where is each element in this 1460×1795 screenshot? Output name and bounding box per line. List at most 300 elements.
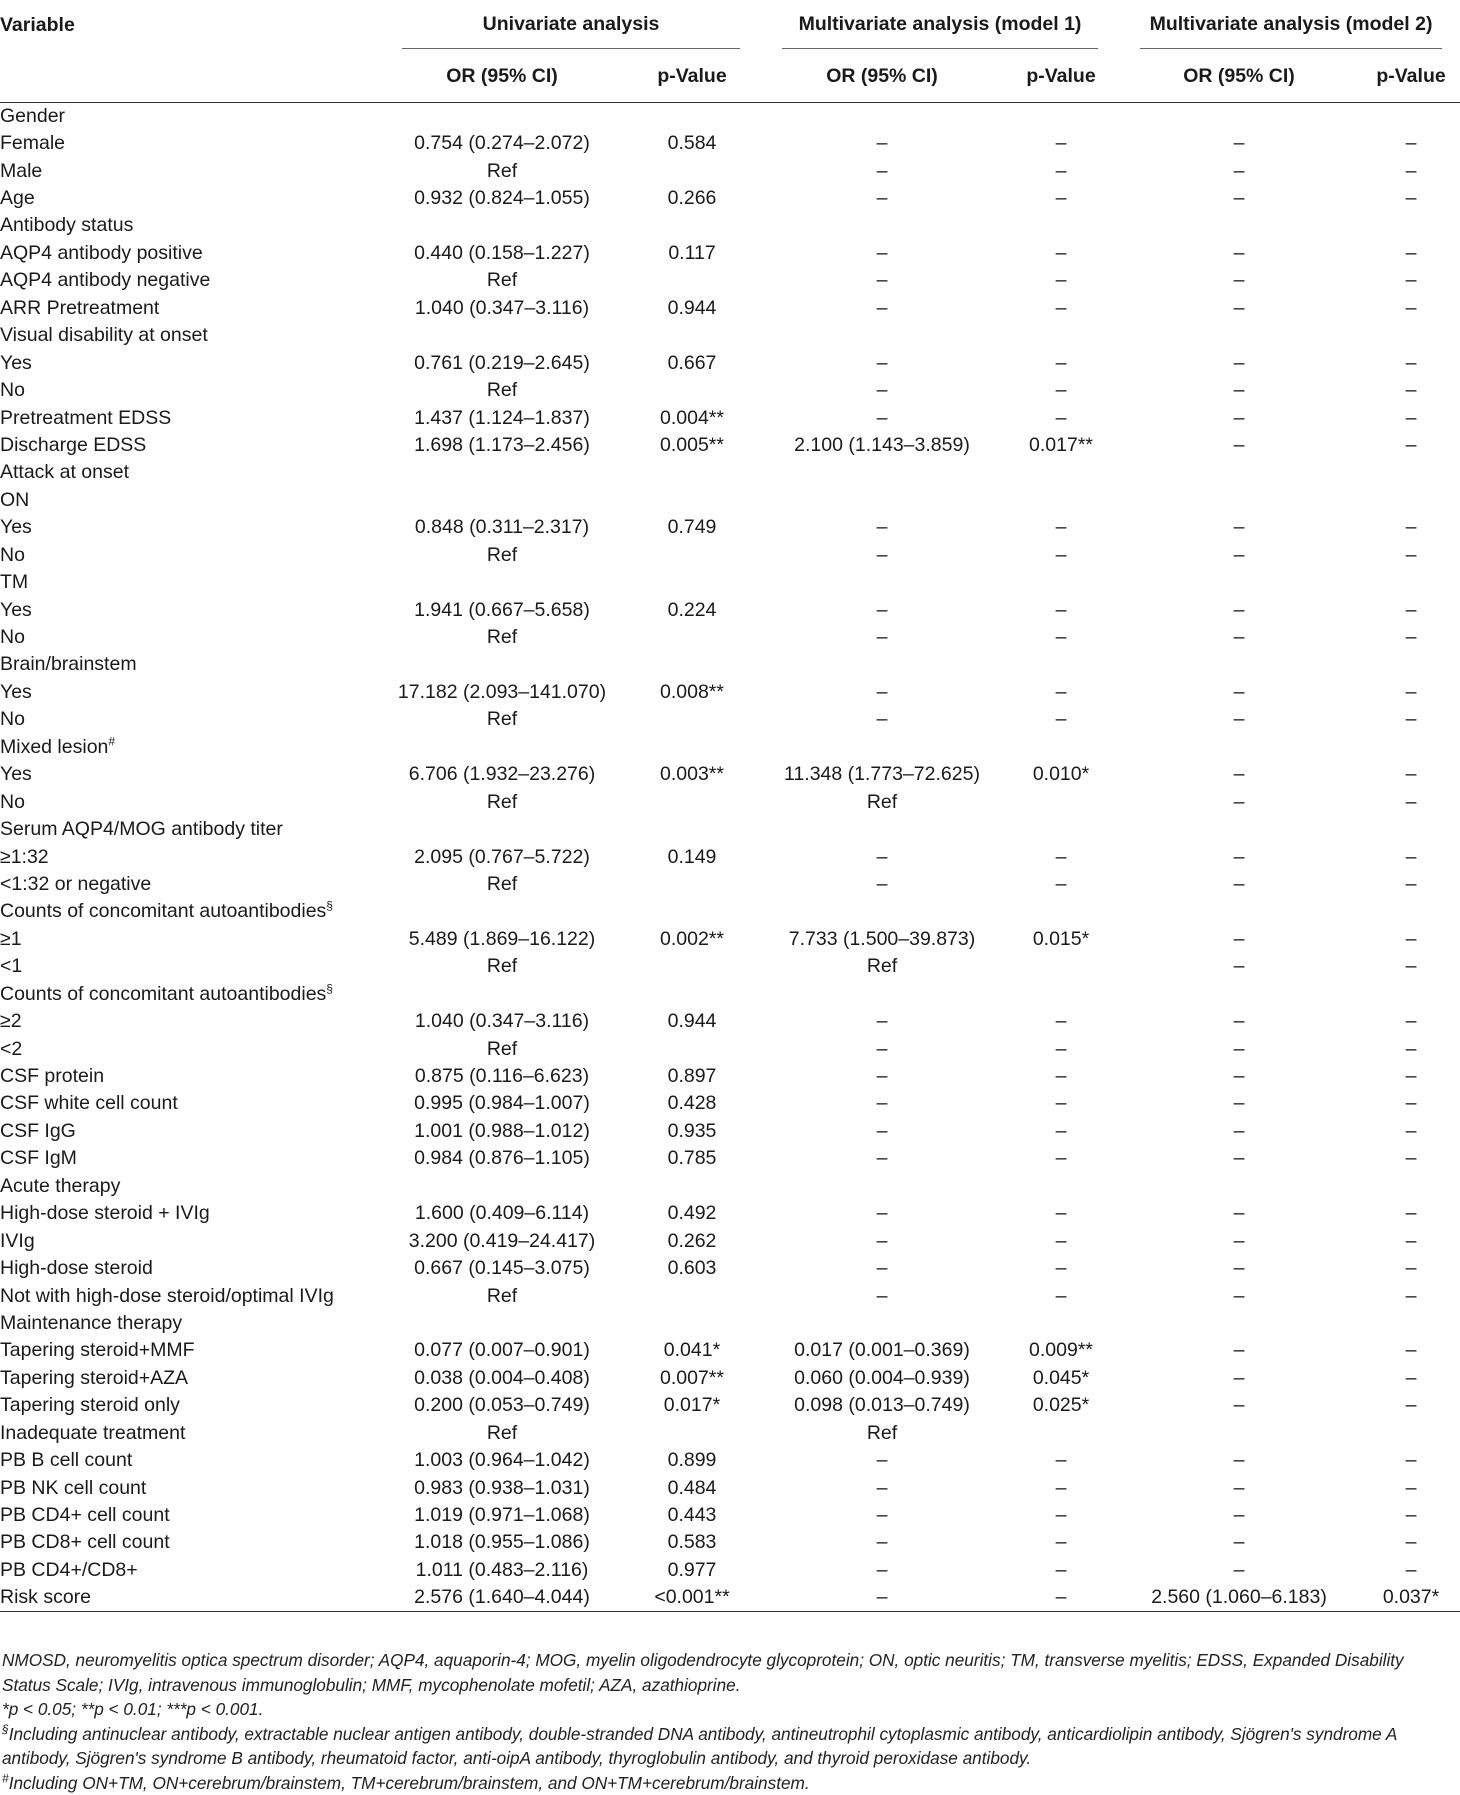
- cell-or-model1: –: [758, 1200, 1006, 1227]
- table-row: [0, 1310, 1460, 1337]
- cell-or-univariate: 1.040 (0.347–3.116): [378, 1008, 626, 1035]
- cell-p-univariate: <0.001**: [626, 1584, 758, 1611]
- row-label-text: Attack at onset: [0, 461, 129, 483]
- cell-or-model1: –: [758, 1008, 1006, 1035]
- row-label-text: CSF IgM: [0, 1147, 77, 1169]
- table-row: [0, 295, 1460, 322]
- cell-p-model2: –: [1362, 1337, 1460, 1364]
- table-row: [0, 349, 1460, 376]
- cell-p-univariate: 0.266: [626, 185, 758, 212]
- row-label: [0, 788, 378, 815]
- cell-or-model1: –: [758, 1035, 1006, 1062]
- table-row: [0, 1474, 1460, 1501]
- cell-p-model2: –: [1362, 1035, 1460, 1062]
- cell-p-model1: [1006, 212, 1116, 239]
- cell-or-univariate: 0.077 (0.007–0.901): [378, 1337, 626, 1364]
- cell-p-model1: –: [1006, 1447, 1116, 1474]
- cell-p-model2: –: [1362, 953, 1460, 980]
- cell-or-model1: [758, 651, 1006, 678]
- cell-or-model1: –: [758, 1557, 1006, 1584]
- row-label-text: Female: [0, 132, 65, 154]
- table-row: [0, 706, 1460, 733]
- cell-or-model1: –: [758, 1584, 1006, 1611]
- table-row: [0, 1365, 1460, 1392]
- row-label: [0, 1337, 378, 1364]
- cell-p-model2: [1362, 651, 1460, 678]
- cell-p-model1: –: [1006, 1557, 1116, 1584]
- row-label: [0, 1200, 378, 1227]
- row-label-text: ≥1:32: [0, 846, 49, 868]
- row-label-text: Male: [0, 160, 42, 182]
- row-label: [0, 981, 378, 1008]
- cell-p-model2: [1362, 1420, 1460, 1447]
- cell-p-model1: [1006, 1310, 1116, 1337]
- cell-or-model2: [1116, 212, 1362, 239]
- footnote-marker: §: [326, 981, 333, 995]
- cell-or-univariate: 6.706 (1.932–23.276): [378, 761, 626, 788]
- cell-p-univariate: 0.004**: [626, 404, 758, 431]
- cell-p-univariate: 0.008**: [626, 679, 758, 706]
- cell-p-univariate: 0.603: [626, 1255, 758, 1282]
- cell-p-univariate: 0.428: [626, 1090, 758, 1117]
- table-footnotes: [2, 1648, 1454, 1795]
- cell-p-model1: [1006, 1173, 1116, 1200]
- cell-p-model2: –: [1362, 1145, 1460, 1172]
- table-row: [0, 1118, 1460, 1145]
- cell-p-model1: –: [1006, 1584, 1116, 1611]
- row-label-text: Acute therapy: [0, 1175, 120, 1197]
- cell-or-model2: [1116, 898, 1362, 925]
- cell-p-model1: [1006, 953, 1116, 980]
- row-label-text: Antibody status: [0, 214, 133, 236]
- cell-p-model2: –: [1362, 1227, 1460, 1254]
- cell-p-univariate: [626, 212, 758, 239]
- row-label-text: No: [0, 708, 25, 730]
- cell-p-model1: –: [1006, 706, 1116, 733]
- cell-or-univariate: [378, 734, 626, 761]
- cell-or-model2: –: [1116, 761, 1362, 788]
- cell-or-univariate: 0.200 (0.053–0.749): [378, 1392, 626, 1419]
- cell-p-model1: [1006, 103, 1116, 130]
- cell-p-model1: –: [1006, 267, 1116, 294]
- cell-p-model1: [1006, 487, 1116, 514]
- row-label-text: CSF protein: [0, 1065, 104, 1087]
- cell-p-model2: [1362, 487, 1460, 514]
- cell-or-model1: –: [758, 377, 1006, 404]
- cell-p-model2: –: [1362, 1502, 1460, 1529]
- row-label: [0, 1227, 378, 1254]
- row-label-text: No: [0, 379, 25, 401]
- cell-or-model1: 11.348 (1.773–72.625): [758, 761, 1006, 788]
- cell-or-model1: –: [758, 1118, 1006, 1145]
- cell-p-univariate: 0.443: [626, 1502, 758, 1529]
- row-label-text: <1: [0, 955, 22, 977]
- cell-or-model2: –: [1116, 377, 1362, 404]
- row-label: [0, 926, 378, 953]
- cell-p-univariate: 0.484: [626, 1474, 758, 1501]
- cell-p-model2: –: [1362, 1063, 1460, 1090]
- row-label-text: PB B cell count: [0, 1449, 132, 1471]
- cell-or-model2: –: [1116, 1337, 1362, 1364]
- cell-p-model2: [1362, 322, 1460, 349]
- cell-p-model1: [1006, 734, 1116, 761]
- cell-p-model1: –: [1006, 157, 1116, 184]
- table-row: [0, 1502, 1460, 1529]
- row-label-text: PB CD4+/CD8+: [0, 1559, 138, 1581]
- cell-or-univariate: 1.698 (1.173–2.456): [378, 432, 626, 459]
- row-label-text: ≥1: [0, 928, 22, 950]
- row-label: [0, 404, 378, 431]
- row-label-text: IVIg: [0, 1230, 35, 1252]
- cell-p-model1: –: [1006, 679, 1116, 706]
- footnote-marker: §: [326, 899, 333, 913]
- cell-p-model1: –: [1006, 871, 1116, 898]
- section-mark: §: [2, 1722, 9, 1736]
- cell-or-model2: –: [1116, 596, 1362, 623]
- cell-p-univariate: 0.667: [626, 349, 758, 376]
- footnote-hash-text: Including ON+TM, ON+cerebrum/brainstem, TM+cerebrum/brainstem, and ON+TM+cerebrum/brainstem.: [9, 1773, 810, 1793]
- row-label: [0, 1392, 378, 1419]
- cell-or-model2: [1116, 1310, 1362, 1337]
- row-label-text: <1:32 or negative: [0, 873, 151, 895]
- cell-or-model1: [758, 212, 1006, 239]
- cell-p-model1: –: [1006, 1227, 1116, 1254]
- cell-p-model2: [1362, 734, 1460, 761]
- cell-or-model2: –: [1116, 1392, 1362, 1419]
- row-label: [0, 679, 378, 706]
- cell-or-model1: –: [758, 240, 1006, 267]
- cell-or-univariate: 3.200 (0.419–24.417): [378, 1227, 626, 1254]
- cell-p-univariate: 0.897: [626, 1063, 758, 1090]
- cell-or-univariate: 1.600 (0.409–6.114): [378, 1200, 626, 1227]
- row-label-text: PB CD4+ cell count: [0, 1504, 170, 1526]
- cell-p-univariate: 0.583: [626, 1529, 758, 1556]
- cell-p-model2: [1362, 212, 1460, 239]
- cell-or-univariate: 0.761 (0.219–2.645): [378, 349, 626, 376]
- cell-p-model1: –: [1006, 130, 1116, 157]
- cell-or-univariate: [378, 487, 626, 514]
- table-row: [0, 596, 1460, 623]
- cell-p-univariate: [626, 1173, 758, 1200]
- row-label: [0, 459, 378, 486]
- cell-p-univariate: 0.584: [626, 130, 758, 157]
- cell-or-univariate: 0.667 (0.145–3.075): [378, 1255, 626, 1282]
- footnote-section-text: Including antinuclear antibody, extractable nuclear antigen antibody, double-stranded DNA antibody, antineutrophil cytoplasmic antibody, anticardiolipin antibody, Sjögren's syndrome A antibody, Sjögren's syndrome B antibody, rheumatoid factor, anti-oipA antibody, thyroglobulin antibody, and thyroid peroxidase antibody.: [2, 1724, 1397, 1769]
- cell-or-model1: Ref: [758, 788, 1006, 815]
- row-label-text: Maintenance therapy: [0, 1312, 182, 1334]
- cell-p-model1: –: [1006, 349, 1116, 376]
- cell-or-model1: [758, 734, 1006, 761]
- cell-p-univariate: 0.944: [626, 295, 758, 322]
- row-label: [0, 542, 378, 569]
- cell-or-univariate: Ref: [378, 157, 626, 184]
- row-label: [0, 871, 378, 898]
- header-or-model1: OR (95% CI): [758, 50, 1006, 103]
- cell-p-model2: –: [1362, 1282, 1460, 1309]
- row-label-text: Tapering steroid+MMF: [0, 1339, 195, 1361]
- cell-p-model1: –: [1006, 1502, 1116, 1529]
- cell-or-model2: [1116, 459, 1362, 486]
- cell-or-model2: –: [1116, 185, 1362, 212]
- cell-or-model2: –: [1116, 1557, 1362, 1584]
- cell-or-model1: –: [758, 542, 1006, 569]
- cell-or-model1: –: [758, 1502, 1006, 1529]
- cell-p-model2: –: [1362, 1474, 1460, 1501]
- row-label: [0, 1063, 378, 1090]
- row-label-text: Inadequate treatment: [0, 1422, 185, 1444]
- row-label: [0, 514, 378, 541]
- cell-p-univariate: [626, 706, 758, 733]
- row-label: [0, 1173, 378, 1200]
- cell-p-univariate: 0.935: [626, 1118, 758, 1145]
- cell-p-model2: [1362, 1310, 1460, 1337]
- cell-p-univariate: [626, 1310, 758, 1337]
- row-label: [0, 1365, 378, 1392]
- cell-or-model2: –: [1116, 1145, 1362, 1172]
- table-row: [0, 185, 1460, 212]
- cell-or-model2: –: [1116, 706, 1362, 733]
- cell-p-model1: [1006, 569, 1116, 596]
- cell-or-model2: –: [1116, 1502, 1362, 1529]
- cell-or-model2: [1116, 569, 1362, 596]
- row-label: [0, 651, 378, 678]
- table-row: [0, 1090, 1460, 1117]
- row-label-text: Counts of concomitant autoantibodies: [0, 983, 326, 1005]
- cell-p-model1: 0.009**: [1006, 1337, 1116, 1364]
- table-row: [0, 1035, 1460, 1062]
- cell-or-univariate: [378, 322, 626, 349]
- row-label-text: Gender: [0, 105, 65, 127]
- cell-or-model2: [1116, 816, 1362, 843]
- cell-or-univariate: 2.576 (1.640–4.044): [378, 1584, 626, 1611]
- cell-p-model2: –: [1362, 1529, 1460, 1556]
- cell-or-model2: –: [1116, 157, 1362, 184]
- cell-or-model1: –: [758, 679, 1006, 706]
- cell-p-model2: –: [1362, 1557, 1460, 1584]
- header-model1-label: Multivariate analysis (model 1): [782, 1, 1098, 49]
- cell-or-univariate: [378, 651, 626, 678]
- cell-p-model2: –: [1362, 542, 1460, 569]
- cell-p-model2: –: [1362, 1255, 1460, 1282]
- row-label-text: Counts of concomitant autoantibodies: [0, 900, 326, 922]
- cell-or-model2: –: [1116, 1118, 1362, 1145]
- cell-p-model2: –: [1362, 1118, 1460, 1145]
- cell-p-model2: –: [1362, 267, 1460, 294]
- cell-or-univariate: 1.018 (0.955–1.086): [378, 1529, 626, 1556]
- row-label: [0, 157, 378, 184]
- cell-p-univariate: [626, 487, 758, 514]
- cell-p-model1: –: [1006, 1282, 1116, 1309]
- row-label: [0, 1310, 378, 1337]
- cell-p-univariate: 0.899: [626, 1447, 758, 1474]
- row-label: [0, 1529, 378, 1556]
- row-label-text: Tapering steroid only: [0, 1394, 180, 1416]
- cell-or-univariate: [378, 1310, 626, 1337]
- row-label: [0, 761, 378, 788]
- table-row: [0, 1420, 1460, 1447]
- cell-or-model1: –: [758, 185, 1006, 212]
- cell-p-univariate: [626, 459, 758, 486]
- table-row: [0, 212, 1460, 239]
- cell-p-univariate: 0.944: [626, 1008, 758, 1035]
- row-label: [0, 103, 378, 130]
- table-row: [0, 1008, 1460, 1035]
- cell-or-model2: –: [1116, 1063, 1362, 1090]
- cell-p-model1: 0.017**: [1006, 432, 1116, 459]
- cell-or-model2: –: [1116, 1447, 1362, 1474]
- table-row: [0, 157, 1460, 184]
- cell-p-model2: [1362, 816, 1460, 843]
- cell-p-univariate: 0.041*: [626, 1337, 758, 1364]
- row-label: [0, 240, 378, 267]
- table-row: [0, 1584, 1460, 1611]
- table-row: [0, 267, 1460, 294]
- cell-or-model1: –: [758, 1282, 1006, 1309]
- cell-p-univariate: 0.224: [626, 596, 758, 623]
- cell-p-model1: –: [1006, 514, 1116, 541]
- cell-p-univariate: 0.017*: [626, 1392, 758, 1419]
- row-label: [0, 1255, 378, 1282]
- cell-or-model2: –: [1116, 1474, 1362, 1501]
- table-row: [0, 240, 1460, 267]
- cell-or-univariate: [378, 898, 626, 925]
- cell-or-univariate: 1.019 (0.971–1.068): [378, 1502, 626, 1529]
- cell-p-model1: 0.025*: [1006, 1392, 1116, 1419]
- cell-or-model2: –: [1116, 267, 1362, 294]
- table-row: [0, 514, 1460, 541]
- cell-or-univariate: 0.932 (0.824–1.055): [378, 185, 626, 212]
- cell-or-model2: –: [1116, 295, 1362, 322]
- cell-or-model2: [1116, 1173, 1362, 1200]
- cell-p-univariate: 0.262: [626, 1227, 758, 1254]
- cell-p-model1: [1006, 1420, 1116, 1447]
- row-label-text: CSF white cell count: [0, 1092, 178, 1114]
- header-multivariate-model1: [758, 0, 1116, 50]
- cell-or-univariate: Ref: [378, 953, 626, 980]
- row-label-text: Age: [0, 187, 35, 209]
- cell-or-model2: –: [1116, 788, 1362, 815]
- cell-p-model1: –: [1006, 1529, 1116, 1556]
- cell-p-model2: [1362, 981, 1460, 1008]
- header-or-model2: OR (95% CI): [1116, 50, 1362, 103]
- row-label-text: Yes: [0, 599, 32, 621]
- cell-p-model2: –: [1362, 295, 1460, 322]
- cell-p-univariate: [626, 377, 758, 404]
- table-row: [0, 322, 1460, 349]
- header-model2-label: Multivariate analysis (model 2): [1140, 1, 1442, 49]
- cell-or-model1: –: [758, 514, 1006, 541]
- cell-or-model2: –: [1116, 1365, 1362, 1392]
- cell-p-model2: –: [1362, 377, 1460, 404]
- cell-or-univariate: 2.095 (0.767–5.722): [378, 843, 626, 870]
- row-label-text: Risk score: [0, 1586, 91, 1608]
- row-label: [0, 1557, 378, 1584]
- cell-p-univariate: [626, 871, 758, 898]
- cell-or-model1: –: [758, 871, 1006, 898]
- cell-p-univariate: [626, 1282, 758, 1309]
- table-row: [0, 761, 1460, 788]
- cell-or-model1: [758, 898, 1006, 925]
- cell-or-univariate: 1.941 (0.667–5.658): [378, 596, 626, 623]
- row-label: [0, 130, 378, 157]
- cell-or-model1: –: [758, 404, 1006, 431]
- cell-or-model2: –: [1116, 1529, 1362, 1556]
- table-row: [0, 130, 1460, 157]
- row-label-text: Tapering steroid+AZA: [0, 1367, 188, 1389]
- header-spacer: [0, 50, 378, 103]
- cell-or-model1: [758, 816, 1006, 843]
- row-label: [0, 212, 378, 239]
- cell-or-univariate: 1.001 (0.988–1.012): [378, 1118, 626, 1145]
- table-row: [0, 1200, 1460, 1227]
- row-label: [0, 349, 378, 376]
- cell-or-model1: –: [758, 1447, 1006, 1474]
- cell-p-model1: [1006, 898, 1116, 925]
- table-row: [0, 651, 1460, 678]
- cell-p-model2: –: [1362, 1365, 1460, 1392]
- cell-p-model1: –: [1006, 1474, 1116, 1501]
- header-p-model2: p-Value: [1362, 50, 1460, 103]
- cell-p-model2: –: [1362, 349, 1460, 376]
- cell-p-model1: –: [1006, 542, 1116, 569]
- cell-or-model2: –: [1116, 130, 1362, 157]
- cell-p-univariate: 0.003**: [626, 761, 758, 788]
- row-label-text: Yes: [0, 681, 32, 703]
- cell-p-model1: –: [1006, 1035, 1116, 1062]
- row-label: [0, 898, 378, 925]
- table-row: [0, 1529, 1460, 1556]
- cell-or-univariate: Ref: [378, 624, 626, 651]
- cell-or-model2: –: [1116, 1035, 1362, 1062]
- table-row: [0, 1282, 1460, 1309]
- cell-p-model2: –: [1362, 1090, 1460, 1117]
- cell-p-univariate: [626, 651, 758, 678]
- cell-p-model2: [1362, 569, 1460, 596]
- cell-or-univariate: 0.754 (0.274–2.072): [378, 130, 626, 157]
- row-label: [0, 1502, 378, 1529]
- row-label-text: AQP4 antibody positive: [0, 242, 203, 264]
- cell-or-univariate: 1.003 (0.964–1.042): [378, 1447, 626, 1474]
- cell-p-model1: –: [1006, 295, 1116, 322]
- row-label: [0, 1145, 378, 1172]
- cell-or-univariate: Ref: [378, 1035, 626, 1062]
- footnote-significance: *p < 0.05; **p < 0.01; ***p < 0.001.: [2, 1697, 1454, 1722]
- footnote-section-mark: [2, 1722, 1454, 1771]
- cell-p-model2: –: [1362, 788, 1460, 815]
- cell-or-model2: [1116, 103, 1362, 130]
- table-row: [0, 1227, 1460, 1254]
- row-label: [0, 596, 378, 623]
- cell-p-model1: –: [1006, 404, 1116, 431]
- table-row: [0, 1337, 1460, 1364]
- cell-or-univariate: Ref: [378, 706, 626, 733]
- row-label: [0, 267, 378, 294]
- cell-or-model1: [758, 487, 1006, 514]
- cell-or-univariate: 0.440 (0.158–1.227): [378, 240, 626, 267]
- row-label-text: <2: [0, 1038, 22, 1060]
- row-label: [0, 295, 378, 322]
- cell-or-model2: [1116, 322, 1362, 349]
- table-row: [0, 1173, 1460, 1200]
- cell-p-model1: [1006, 788, 1116, 815]
- cell-p-model2: [1362, 1173, 1460, 1200]
- row-label-text: No: [0, 626, 25, 648]
- cell-or-model1: 0.060 (0.004–0.939): [758, 1365, 1006, 1392]
- row-label-text: ON: [0, 489, 29, 511]
- cell-or-model2: –: [1116, 926, 1362, 953]
- cell-p-model2: –: [1362, 624, 1460, 651]
- cell-p-univariate: [626, 569, 758, 596]
